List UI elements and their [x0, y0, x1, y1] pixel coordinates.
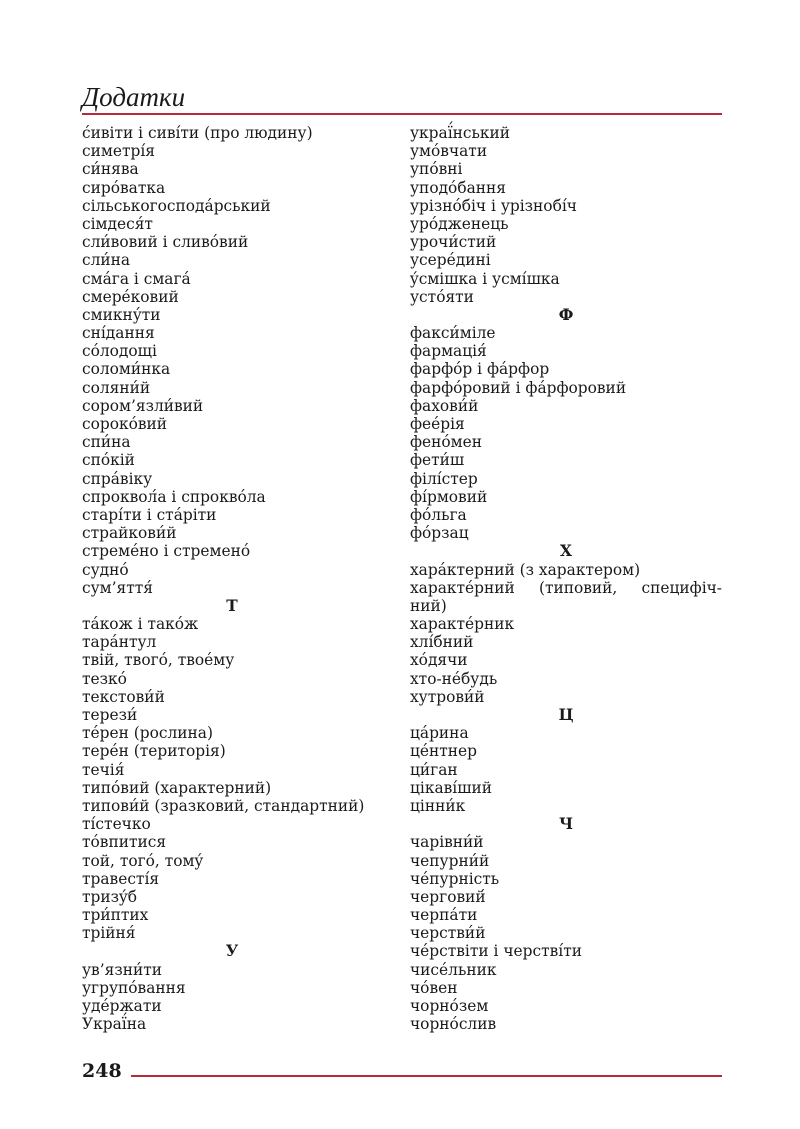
dictionary-entry: хто-нéбудь: [410, 669, 498, 688]
dictionary-entry: урочи́стий: [410, 233, 497, 252]
dictionary-entry: с́ивіти і сивíти (про людину): [82, 124, 313, 142]
dictionary-entry: урóдженець: [410, 214, 509, 233]
dictionary-entry: упóвні: [410, 160, 463, 179]
dictionary-entry: Украї́на: [82, 1015, 147, 1034]
dictionary-entry: типови́й (зразковий, стандартний): [82, 796, 365, 815]
dictionary-entry: три́птих: [82, 906, 149, 925]
dictionary-entry: харáктерний (з характером): [410, 560, 641, 579]
dictionary-entry: чóвен: [410, 978, 458, 997]
dictionary-entry: ци́ган: [410, 760, 458, 779]
dictionary-entry: цéнтнер: [410, 742, 477, 761]
dictionary-entry: фарфóровий і фáрфоровий: [410, 378, 627, 397]
dictionary-entry: усерéдині: [410, 251, 491, 270]
dictionary-entry: соляни́й: [82, 378, 151, 397]
dictionary-entry: тризýб: [82, 887, 137, 906]
dictionary-entry: сирóватка: [82, 178, 166, 197]
dictionary-entry: уподóбання: [410, 178, 506, 197]
dictionary-entry: спи́на: [82, 433, 131, 452]
page-header-title: Додатки: [82, 82, 186, 112]
dictionary-entry: фенóмен: [410, 433, 483, 452]
dictionary-entry: текстови́й: [82, 687, 165, 706]
dictionary-entry: старíти і стáріти: [82, 505, 217, 524]
dictionary-entry: устóяти: [410, 287, 474, 306]
footer-divider: [131, 1075, 722, 1077]
dictionary-entry: чорнóслив: [410, 1015, 497, 1034]
dictionary-entry: спрáвіку: [82, 469, 153, 488]
dictionary-entry: снíдання: [82, 324, 155, 343]
section-letter: Т: [226, 596, 238, 615]
section-letter: Ц: [558, 706, 574, 724]
dictionary-entry: тезкó: [82, 669, 127, 688]
dictionary-entry: смикну́ти: [82, 305, 161, 324]
dictionary-entry: тéрен (рослина): [82, 724, 213, 743]
dictionary-entry: ýсмішка і усмíшка: [410, 269, 560, 288]
dictionary-entry: угрупóвання: [82, 978, 186, 997]
dictionary-entry: терéн (територія): [82, 742, 226, 761]
dictionary-entry: чисéльник: [410, 960, 497, 979]
dictionary-entry: фóрзац: [410, 524, 469, 543]
dictionary-entry: цáрина: [410, 724, 469, 743]
section-letter: У: [225, 942, 239, 961]
section-letter: Ч: [558, 815, 574, 834]
dictionary-entry: фóльга: [410, 505, 467, 524]
dictionary-entry: хóдячи: [410, 651, 468, 670]
dictionary-entry: сільськогосподáрський: [82, 196, 271, 215]
dictionary-entry: фарфóр і фáрфор: [410, 360, 550, 379]
dictionary-entry: травестíя: [82, 869, 160, 888]
dictionary-entry: си́нява: [82, 160, 139, 179]
dictionary-entry: фахови́й: [410, 396, 479, 415]
dictionary-entry: украї́нський: [410, 124, 511, 142]
dictionary-entry: цікавíший: [410, 778, 493, 797]
dictionary-entry: чарівни́й: [410, 833, 484, 852]
dictionary-entry: суднó: [82, 560, 129, 579]
dictionary-entry: стремéно і стременó: [82, 542, 251, 561]
dictionary-entry: фармація́: [410, 342, 487, 361]
dictionary-entry: тарáнтул: [82, 633, 157, 652]
dictionary-entry: чéпурність: [410, 869, 500, 888]
dictionary-entry: фети́ш: [410, 451, 465, 470]
dictionary-entry: тáкож і такóж: [82, 615, 199, 634]
dictionary-entry: смáга і смагá: [82, 269, 191, 288]
dictionary-entry: соломи́нка: [82, 360, 171, 379]
dictionary-entry: трійня́: [82, 924, 136, 943]
dictionary-entry: хутрови́й: [410, 687, 485, 706]
dictionary-entry: твій, твогó, твоéму: [82, 651, 235, 670]
dictionary-entry: характéрний (типовий, специфіч-: [410, 578, 722, 597]
dictionary-entry: фíрмовий: [410, 487, 488, 506]
dictionary-entry: умóвчати: [410, 142, 488, 161]
dictionary-entry: спóкій: [82, 451, 135, 470]
dictionary-entry: факси́міле: [410, 324, 496, 343]
dictionary-entry: сором’язли́вий: [82, 396, 204, 415]
dictionary-entry: тíстечко: [82, 815, 151, 834]
dictionary-entry: черговий́: [410, 887, 486, 906]
dictionary-entry: чéрствіти і черстві́ти: [410, 942, 582, 961]
dictionary-entry: черпáти: [410, 906, 478, 925]
dictionary-entry: той, тогó, томý: [82, 851, 204, 870]
dictionary-entry: страйкови́й: [82, 524, 177, 543]
dictionary-entry: спроквол́а і спроквóла: [82, 487, 266, 506]
dictionary-entry: філíстер: [410, 469, 478, 488]
dictionary-entry: типóвий (характерний): [82, 778, 272, 797]
dictionary-entry: сли́на: [82, 251, 131, 270]
dictionary-entry: урізнóбіч і урізнобíч: [410, 196, 577, 215]
dictionary-entry: черстви́й: [410, 924, 486, 943]
dictionary-entry: сорокóвий: [82, 415, 168, 433]
dictionary-entry: цінни́к: [410, 796, 466, 815]
dictionary-entry: чорнóзем: [410, 997, 489, 1015]
dictionary-entry: сли́вовий і сливóвий: [82, 233, 249, 252]
dictionary-entry: терези́: [82, 706, 138, 724]
dictionary-entry: феéрія: [410, 415, 465, 433]
right-column: [410, 124, 722, 1033]
dictionary-entry: хлíбний: [410, 633, 474, 652]
dictionary-entry: симетрíя: [82, 142, 155, 161]
dictionary-entry: смерéковий: [82, 287, 179, 306]
dictionary-entry: сóлодощі: [82, 342, 157, 361]
dictionary-entry: течія́: [82, 760, 125, 779]
dictionary-entry: ний): [410, 596, 447, 615]
dictionary-entry: сімдеся́т: [82, 214, 153, 233]
dictionary-entry: ув’язни́ти: [82, 960, 163, 979]
header-divider: [82, 113, 722, 115]
page-number: 248: [82, 1060, 122, 1082]
section-letter: Х: [560, 542, 572, 561]
dictionary-entry: тóвпитися: [82, 833, 167, 852]
dictionary-entry: характéрник: [410, 615, 515, 634]
dictionary-entry: сум’яття́: [82, 578, 153, 597]
dictionary-entry: чепурни́й: [410, 851, 490, 870]
left-column: [82, 124, 382, 1033]
section-letter: Ф: [558, 305, 574, 324]
dictionary-entry: удéржати: [82, 997, 162, 1015]
